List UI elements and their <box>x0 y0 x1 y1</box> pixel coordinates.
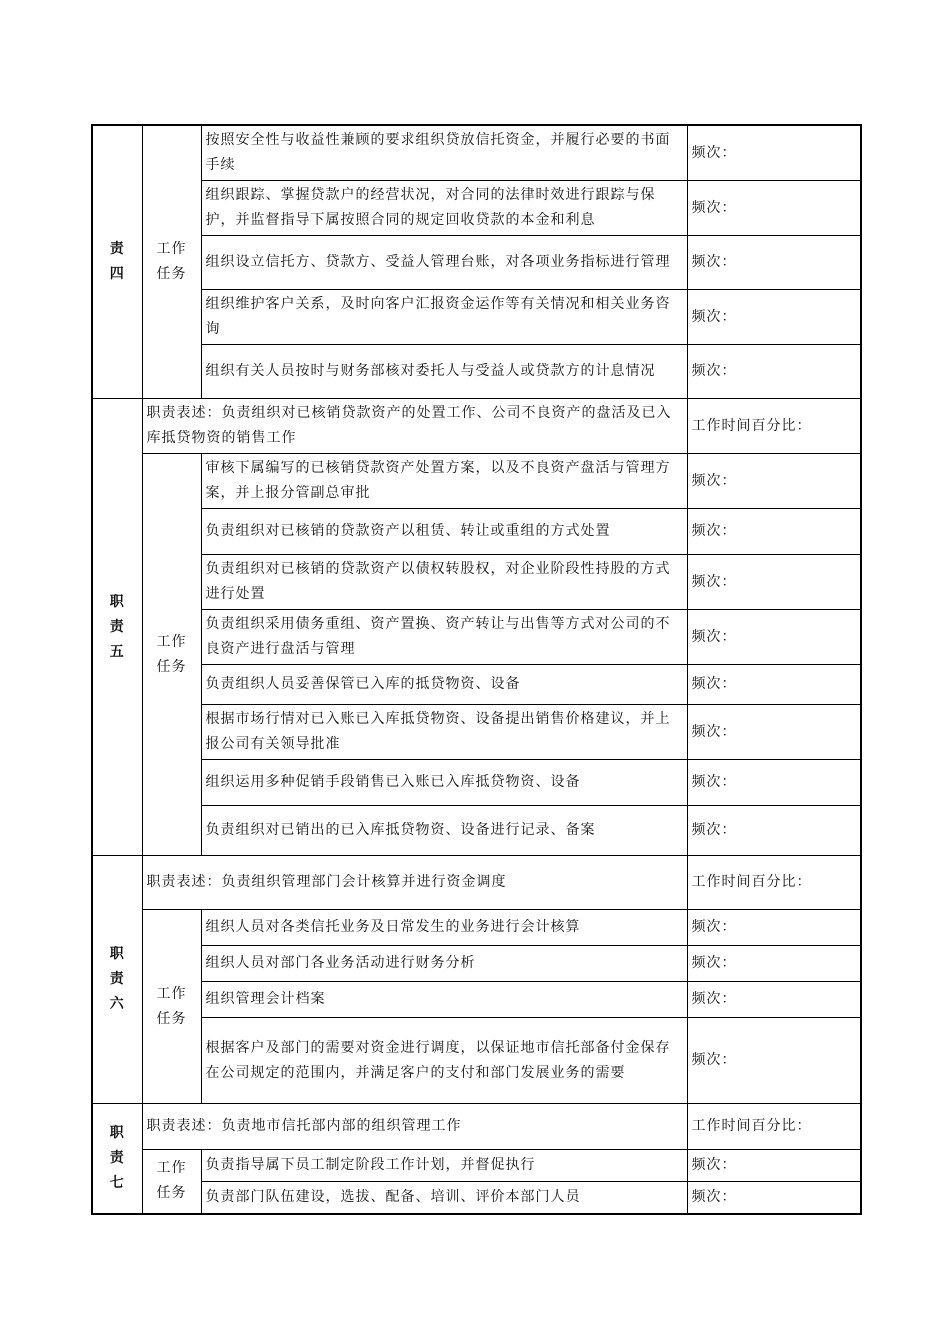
task-text: 组织设立信托方、贷款方、受益人管理台账，对各项业务指标进行管理 <box>201 236 687 290</box>
table-row <box>92 181 861 236</box>
task-text: 根据客户及部门的需要对资金进行调度，以保证地市信托部备付金保存在公司规定的范围内，并满足客户的支付和部门发展业务的需要 <box>201 1018 687 1104</box>
task-text: 负责组织采用债务重组、资产置换、资产转让与出售等方式对公司的不良资产进行盘活与管理 <box>201 610 687 665</box>
table-row <box>92 1182 861 1214</box>
frequency-field: 频次： <box>687 1018 861 1104</box>
duty-7-label: 职 责 七 <box>92 1104 142 1214</box>
time-percent-field: 工作时间百分比： <box>687 399 861 454</box>
table-row <box>92 1150 861 1182</box>
frequency-field: 频次： <box>687 760 861 806</box>
table-row <box>92 236 861 290</box>
frequency-field: 频次： <box>687 509 861 555</box>
task-text: 负责组织人员妥善保管已入库的抵贷物资、设备 <box>201 665 687 705</box>
task-text: 组织运用多种促销手段销售已入账已入库抵贷物资、设备 <box>201 760 687 806</box>
task-text: 组织管理会计档案 <box>201 982 687 1018</box>
frequency-field: 频次： <box>687 181 861 236</box>
task-text: 负责组织对已销出的已入库抵贷物资、设备进行记录、备案 <box>201 806 687 856</box>
frequency-field: 频次： <box>687 125 861 181</box>
task-text: 组织跟踪、掌握贷款户的经营状况，对合同的法律时效进行跟踪与保护，并监督指导下属按照合同的规定回收贷款的本金和利息 <box>201 181 687 236</box>
duty-table <box>91 124 862 1215</box>
table-row <box>92 910 861 946</box>
frequency-field: 频次： <box>687 555 861 610</box>
duty-7-description: 职责表述：负责地市信托部内部的组织管理工作 <box>142 1104 687 1150</box>
table-row <box>92 345 861 399</box>
frequency-field: 频次： <box>687 610 861 665</box>
table-row <box>92 665 861 705</box>
frequency-field: 频次： <box>687 665 861 705</box>
frequency-field: 频次： <box>687 705 861 760</box>
frequency-field: 频次： <box>687 1182 861 1214</box>
task-text: 负责指导属下员工制定阶段工作计划，并督促执行 <box>201 1150 687 1182</box>
duty-6-description: 职责表述：负责组织管理部门会计核算并进行资金调度 <box>142 856 687 910</box>
duty-5-task-label: 工作 任务 <box>142 454 201 856</box>
table-row <box>92 946 861 982</box>
frequency-field: 频次： <box>687 806 861 856</box>
frequency-field: 频次： <box>687 982 861 1018</box>
task-text: 组织人员对部门各业务活动进行财务分析 <box>201 946 687 982</box>
table-row <box>92 856 861 910</box>
duty-5-description: 职责表述：负责组织对已核销贷款资产的处置工作、公司不良资产的盘活及已入库抵贷物资的销售工作 <box>142 399 687 454</box>
table-row <box>92 555 861 610</box>
table-row <box>92 806 861 856</box>
duty-6-label: 职 责 六 <box>92 856 142 1104</box>
task-text: 组织维护客户关系，及时向客户汇报资金运作等有关情况和相关业务咨询 <box>201 290 687 345</box>
task-text: 组织有关人员按时与财务部核对委托人与受益人或贷款方的计息情况 <box>201 345 687 399</box>
task-text: 组织人员对各类信托业务及日常发生的业务进行会计核算 <box>201 910 687 946</box>
task-text: 负责组织对已核销的贷款资产以债权转股权，对企业阶段性持股的方式进行处置 <box>201 555 687 610</box>
duty-4-label: 责 四 <box>92 125 142 399</box>
table-row <box>92 125 861 181</box>
task-text: 负责组织对已核销的贷款资产以租赁、转让或重组的方式处置 <box>201 509 687 555</box>
table-row <box>92 1104 861 1150</box>
duty-7-task-label: 工作 任务 <box>142 1150 201 1214</box>
table-row <box>92 760 861 806</box>
table-row <box>92 290 861 345</box>
table-row <box>92 509 861 555</box>
table-row <box>92 982 861 1018</box>
table-row <box>92 610 861 665</box>
task-text: 负责部门队伍建设，选拔、配备、培训、评价本部门人员 <box>201 1182 687 1214</box>
frequency-field: 频次： <box>687 946 861 982</box>
task-text: 按照安全性与收益性兼顾的要求组织贷放信托资金，并履行必要的书面手续 <box>201 125 687 181</box>
frequency-field: 频次： <box>687 236 861 290</box>
task-text: 审核下属编写的已核销贷款资产处置方案，以及不良资产盘活与管理方案，并上报分管副总审批 <box>201 454 687 509</box>
table-row <box>92 399 861 454</box>
table-row <box>92 1018 861 1104</box>
table-row <box>92 705 861 760</box>
frequency-field: 频次： <box>687 345 861 399</box>
task-text: 根据市场行情对已入账已入库抵贷物资、设备提出销售价格建议，并上报公司有关领导批准 <box>201 705 687 760</box>
frequency-field: 频次： <box>687 454 861 509</box>
frequency-field: 频次： <box>687 1150 861 1182</box>
time-percent-field: 工作时间百分比： <box>687 1104 861 1150</box>
frequency-field: 频次： <box>687 910 861 946</box>
table-row <box>92 454 861 509</box>
frequency-field: 频次： <box>687 290 861 345</box>
duty-6-task-label: 工作 任务 <box>142 910 201 1104</box>
time-percent-field: 工作时间百分比： <box>687 856 861 910</box>
duty-5-label: 职 责 五 <box>92 399 142 856</box>
duty-4-task-label: 工作 任务 <box>142 125 201 399</box>
